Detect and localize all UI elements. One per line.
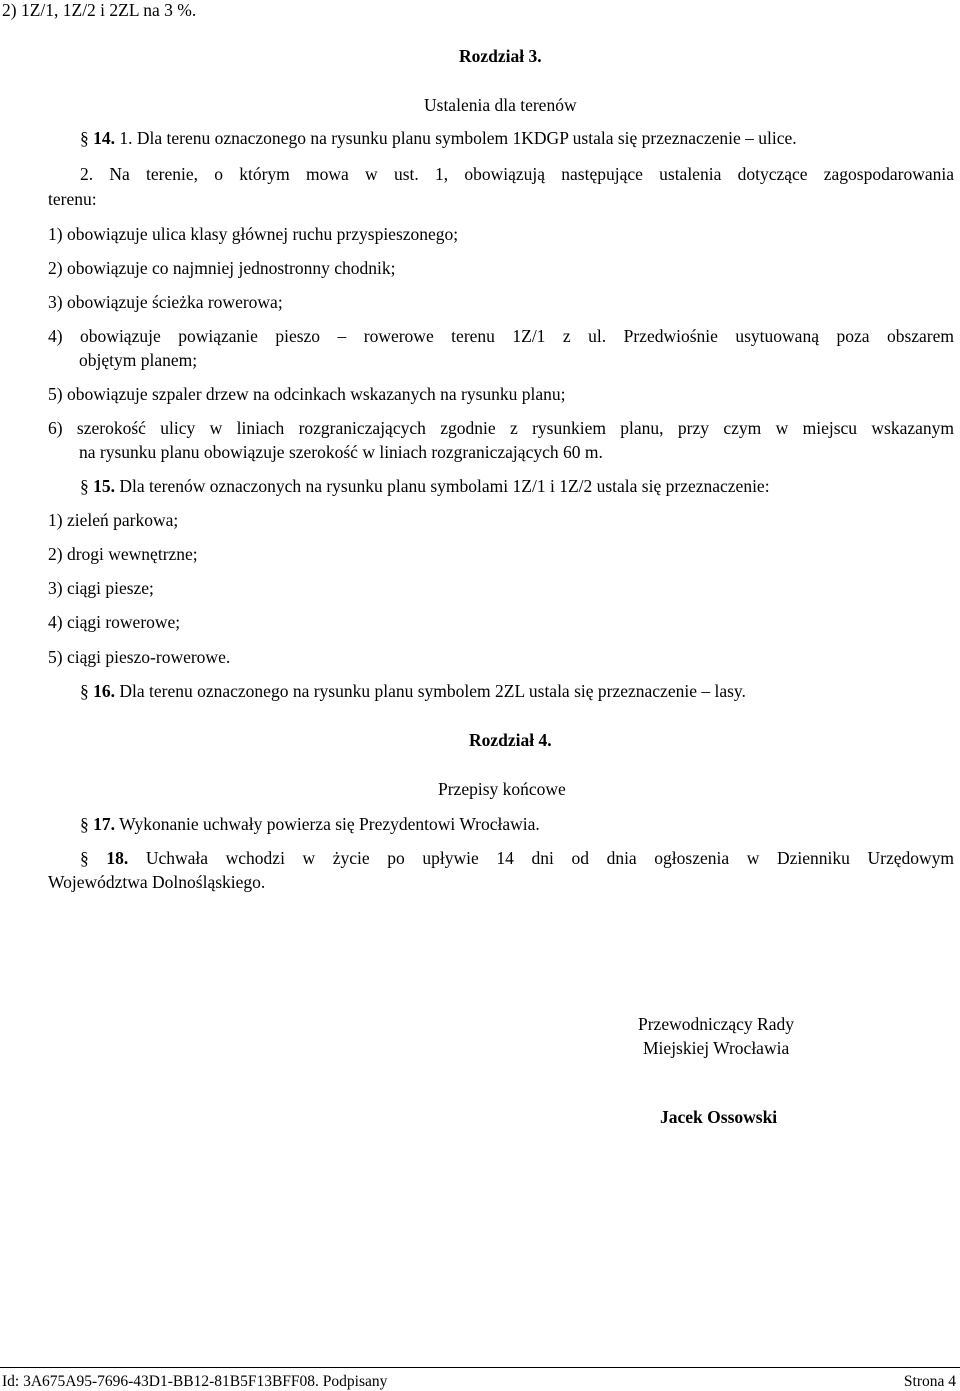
paragraph-15-heading bbox=[80, 478, 770, 496]
chapter-title: Rozdział 3. bbox=[459, 46, 542, 66]
paragraph-14-ust2-line2: terenu: bbox=[48, 189, 97, 209]
paragraph-number: 17. bbox=[93, 814, 115, 834]
chapter-subtitle: Ustalenia dla terenów bbox=[424, 95, 577, 115]
section-sign: § bbox=[80, 476, 89, 496]
section-sign: § bbox=[80, 128, 89, 148]
list-item: 1) zieleń parkowa; bbox=[48, 510, 179, 530]
page-number: Strona 4 bbox=[903, 1373, 956, 1390]
section-sign: § bbox=[80, 848, 89, 868]
document-id: Id: 3A675A95-7696-43D1-BB12-81B5F13BFF08. Podpisany bbox=[2, 1373, 388, 1390]
footer-divider bbox=[0, 1367, 960, 1368]
paragraph-number: 18. bbox=[106, 848, 129, 868]
list-item: 2) obowiązuje co najmniej jednostronny chodnik; bbox=[48, 258, 396, 278]
list-item: 2) 1Z/1, 1Z/2 i 2ZL na 3 %. bbox=[2, 0, 197, 20]
paragraph-text: Uchwała wchodzi w życie po upływie 14 dni od dnia ogłoszenia w Dzienniku Urzędowym bbox=[145, 848, 954, 868]
signature-role: Miejskiej Wrocławia bbox=[643, 1038, 790, 1058]
list-item: 5) obowiązuje szpaler drzew na odcinkach wskazanych na rysunku planu; bbox=[48, 384, 566, 404]
paragraph-18-line2: Województwa Dolnośląskiego. bbox=[48, 872, 266, 892]
paragraph-17 bbox=[80, 816, 540, 834]
paragraph-16 bbox=[80, 683, 746, 701]
list-item: 1) obowiązuje ulica klasy głównej ruchu przyspieszonego; bbox=[48, 224, 459, 244]
paragraph-text: Wykonanie uchwały powierza się Prezydentowi Wrocławia. bbox=[119, 814, 540, 834]
paragraph-number: 15. bbox=[93, 476, 115, 496]
paragraph-14-heading bbox=[80, 130, 797, 148]
paragraph-number: 16. bbox=[93, 681, 115, 701]
list-item: 4) ciągi rowerowe; bbox=[48, 612, 181, 632]
paragraph-text: Dla terenu oznaczonego na rysunku planu symbolem 2ZL ustala się przeznaczenie – lasy. bbox=[119, 681, 746, 701]
paragraph-number: 14. bbox=[93, 128, 115, 148]
signature-role: Przewodniczący Rady bbox=[638, 1014, 794, 1034]
list-item: 3) obowiązuje ścieżka rowerowa; bbox=[48, 292, 283, 312]
chapter-subtitle: Przepisy końcowe bbox=[438, 779, 566, 799]
list-item-continuation: na rysunku planu obowiązuje szerokość w liniach rozgraniczających 60 m. bbox=[79, 442, 603, 462]
list-item-continuation: objętym planem; bbox=[79, 350, 198, 370]
list-item: 3) ciągi piesze; bbox=[48, 578, 154, 598]
paragraph-text: Dla terenów oznaczonych na rysunku planu symbolami 1Z/1 i 1Z/2 ustala się przeznaczenie: bbox=[119, 476, 770, 496]
list-item: 6) szerokość ulicy w liniach rozgraniczających zgodnie z rysunkiem planu, przy czym w miejscu wskazanym bbox=[48, 418, 954, 438]
section-sign: § bbox=[80, 814, 89, 834]
list-item: 2) drogi wewnętrzne; bbox=[48, 544, 198, 564]
chapter-title: Rozdział 4. bbox=[469, 730, 552, 750]
paragraph-18-line1 bbox=[80, 850, 954, 868]
list-item: 4) obowiązuje powiązanie pieszo – rowerowe terenu 1Z/1 z ul. Przedwiośnie usytuowaną poza obszarem bbox=[48, 326, 954, 346]
section-sign: § bbox=[80, 681, 89, 701]
paragraph-text: 1. Dla terenu oznaczonego na rysunku planu symbolem 1KDGP ustala się przeznaczenie – ulice. bbox=[119, 128, 797, 148]
signature-name: Jacek Ossowski bbox=[660, 1107, 778, 1127]
list-item: 5) ciągi pieszo-rowerowe. bbox=[48, 647, 231, 667]
paragraph-14-ust2-line1: 2. Na terenie, o którym mowa w ust. 1, obowiązują następujące ustalenia dotyczące zagospodarowania bbox=[80, 164, 954, 184]
